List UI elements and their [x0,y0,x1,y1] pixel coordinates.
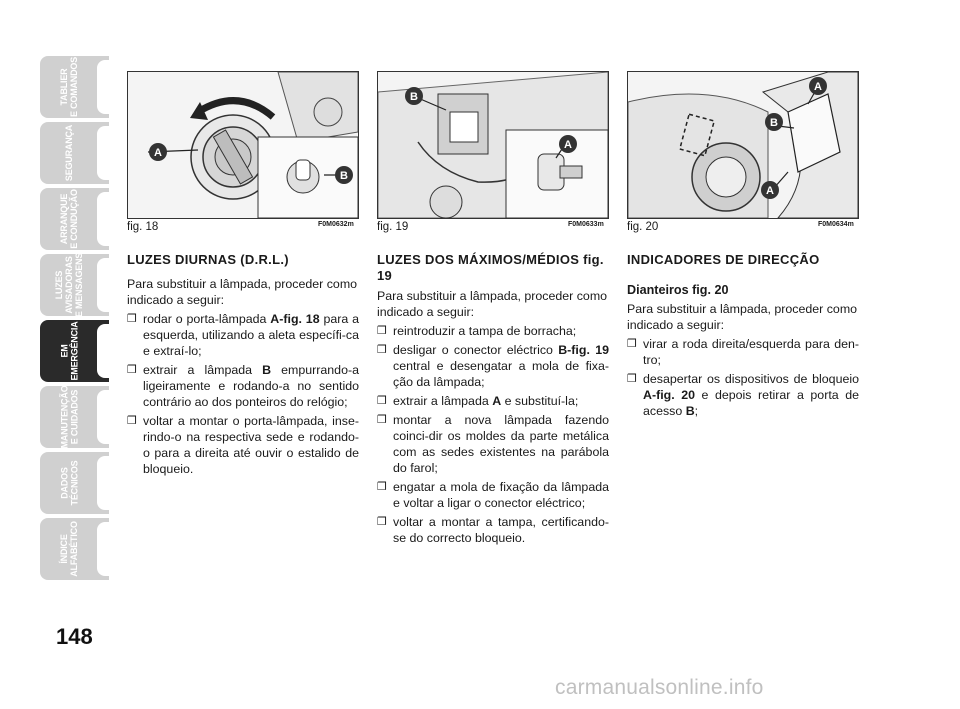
section-heading: LUZES DIURNAS (D.R.L.) [127,252,289,267]
list-item: ❒ voltar a montar o porta-lâmpada, inse-rindo-o na respectiva sede e rodando-o para a direita até ouvir o estalido de bloqueio. [127,413,359,477]
list-item: ❒ virar a roda direita/esquerda para den-tro; [627,336,859,368]
watermark: carmanualsonline.info [555,676,764,699]
tab-label: EM EMERGÊNCIA [59,321,80,381]
tab-label: ARRANQUE E CONDUÇÃO [59,189,80,249]
figure-18-caption: fig. 18 [127,221,159,233]
callout-b [765,113,783,131]
callout-b [335,166,353,184]
figure-18 [127,71,359,219]
tab-manutencao[interactable] [40,386,109,448]
tab-luzes[interactable] [40,254,109,316]
list-item: ❒ extrair a lâmpada A e substituí-la; [377,393,609,409]
headlamp-bulb-illustration [378,72,608,218]
section-subheading: Dianteiros fig. 20 [627,283,729,297]
figure-20-caption: fig. 20 [627,221,659,233]
svg-text:B: B [770,117,778,129]
section-intro: Para substituir a lâmpada, proceder como indicado a seguir: [627,302,858,332]
figure-18-code: F0M0632m [318,221,354,228]
list-item: ❒ desligar o conector eléctrico B-fig. 19 central e desengatar a mola de fixa-ção da lâmpada; [377,342,609,390]
section-heading: INDICADORES DE DIRECÇÃO [627,252,820,267]
tab-seguranca[interactable] [40,122,109,184]
list-item: ❒ engatar a mola de fixação da lâmpada e voltar a ligar o conector eléctrico; [377,479,609,511]
callout-a [149,143,167,161]
list-item: ❒ voltar a montar a tampa, certificando-se do correcto bloqueio. [377,514,609,546]
chapter-tabs [40,56,106,584]
svg-text:A: A [154,147,162,159]
svg-text:B: B [340,170,348,182]
section-intro: Para substituir a lâmpada, proceder como indicado a seguir: [377,289,608,319]
tab-label: ÍNDICE ALFABÉTICO [59,521,79,577]
tab-tablier[interactable] [40,56,109,118]
section-daytime-lights [127,252,359,480]
tab-label: DADOS TÉCNICOS [59,460,79,506]
callout-a-bottom [761,181,779,199]
wheel-arch-illustration [628,72,858,218]
steps-list [627,336,859,419]
tab-label: MANUTENÇÃO E CUIDADOS [59,385,79,449]
section-intro: Para substituir a lâmpada, proceder como indicado a seguir: [127,277,358,307]
svg-text:A: A [814,81,822,93]
list-item: ❒ desapertar os dispositivos de bloqueio A-fig. 20 e depois retirar a porta de acesso B; [627,371,859,419]
callout-a [559,135,577,153]
lamp-holder-illustration [128,72,358,218]
tab-arranque[interactable] [40,188,109,250]
tab-label: SEGURANÇA [64,124,74,182]
figure-19 [377,71,609,219]
tab-emergencia[interactable] [40,320,109,382]
list-item: ❒ reintroduzir a tampa de borracha; [377,323,609,339]
tab-label: LUZES AVISADORAS E MENSAGENS [54,252,84,318]
section-high-low-beam [377,252,609,549]
figure-19-caption: fig. 19 [377,221,409,233]
tab-label: TABLIER E COMANDOS [59,56,80,118]
steps-list [377,323,609,546]
tab-indice[interactable] [40,518,109,580]
figure-19-code: F0M0633m [568,221,604,228]
steps-list [127,311,359,477]
tab-dados[interactable] [40,452,109,514]
page-number: 148 [56,624,93,649]
list-item: ❒ rodar o porta-lâmpada A-fig. 18 para a esquerda, utilizando a aleta específi-ca e extraí-lo; [127,311,359,359]
svg-text:B: B [410,91,418,103]
figure-20-code: F0M0634m [818,221,854,228]
svg-text:A: A [766,185,774,197]
callout-a-top [809,77,827,95]
list-item: ❒ extrair a lâmpada B empurrando-a ligeiramente e rodando-a no sentido contrário ao dos ponteiros do relógio; [127,362,359,410]
section-direction-indicators [627,252,859,422]
section-heading: LUZES DOS MÁXIMOS/MÉDIOS fig. 19 [377,252,604,283]
callout-b [405,87,423,105]
figure-20 [627,71,859,219]
list-item: ❒ montar a nova lâmpada fazendo coinci-dir os moldes da parte metálica com as sedes existentes na parábola do farol; [377,412,609,476]
svg-text:A: A [564,139,572,151]
